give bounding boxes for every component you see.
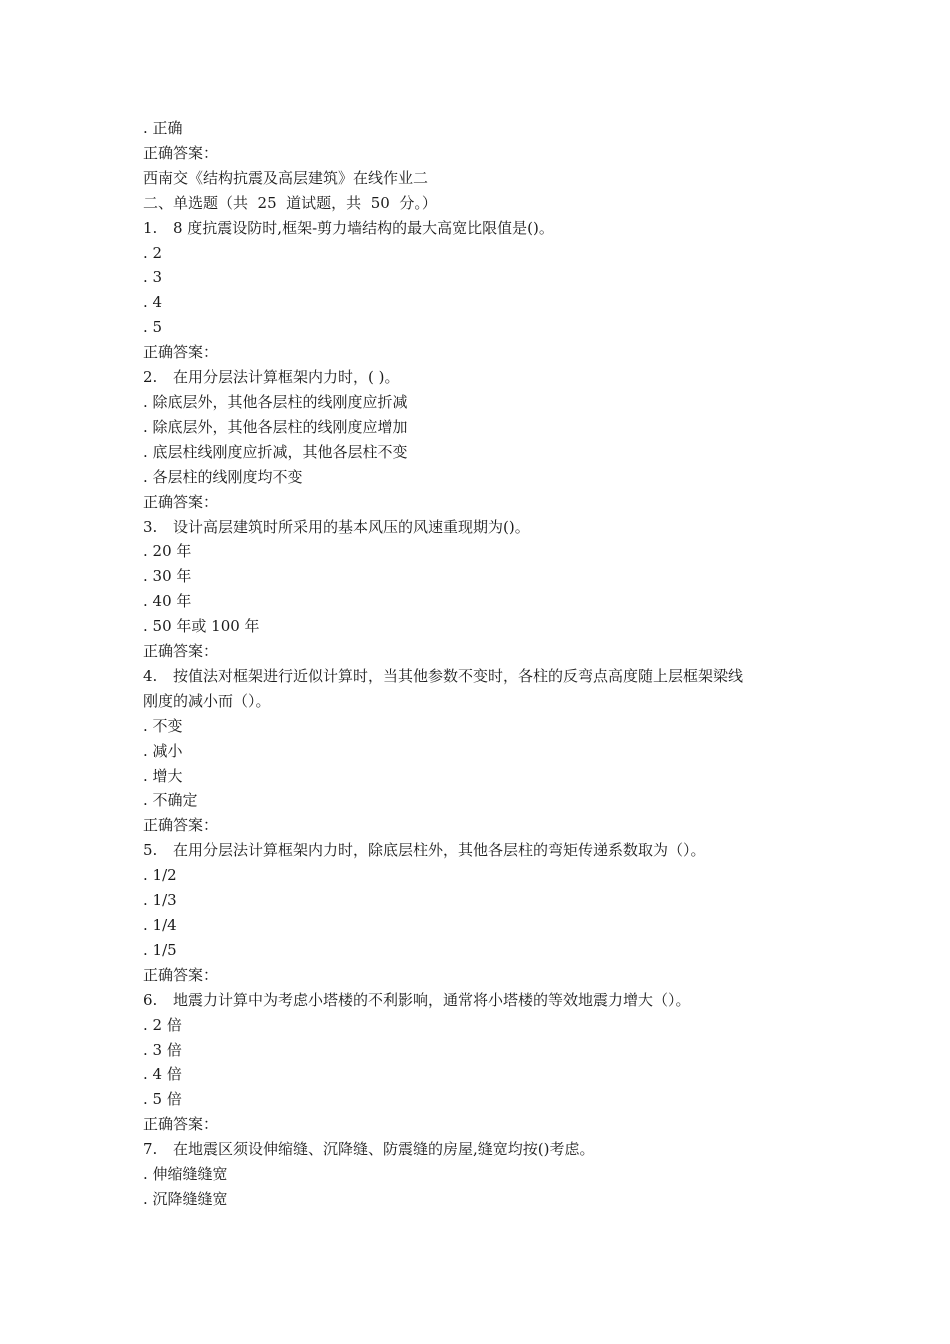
question-option: . 20 年: [143, 542, 192, 561]
answer-label: 正确答案：: [143, 965, 219, 984]
question-text: 在用分层法计算框架内力时，除底层柱外，其他各层柱的弯矩传递系数取为（）。: [173, 841, 706, 860]
assignment-title: 西南交《结构抗震及高层建筑》在线作业二: [143, 168, 429, 187]
question-text: 地震力计算中为考虑小塔楼的不利影响，通常将小塔楼的等效地震力增大（）。: [173, 990, 691, 1009]
question-number: 5.: [143, 841, 158, 860]
question-option: . 4: [143, 293, 163, 312]
question-text: 按值法对框架进行近似计算时，当其他参数不变时，各柱的反弯点高度随上层框架梁线: [173, 666, 744, 685]
question-option: . 1/5: [143, 940, 177, 959]
question-option: . 各层柱的线刚度均不变: [143, 467, 303, 486]
question-option: . 5 倍: [143, 1090, 182, 1109]
question-text: 设计高层建筑时所采用的基本风压的风速重现期为()。: [173, 517, 530, 536]
question-number: 7.: [143, 1140, 158, 1159]
question-number: 4.: [143, 666, 158, 685]
question-option: . 2: [143, 243, 163, 262]
question-number: 6.: [143, 990, 158, 1009]
question-option: . 除底层外，其他各层柱的线刚度应折减: [143, 392, 408, 411]
answer-label: 正确答案：: [143, 816, 219, 835]
question-text-continued: 刚度的减小而（）。: [143, 691, 271, 710]
question-stem: [143, 988, 823, 1013]
question-1: [143, 216, 823, 365]
question-number: 3.: [143, 517, 158, 536]
question-option: . 伸缩缝缝宽: [143, 1165, 228, 1184]
question-7: [143, 1137, 823, 1212]
question-3: [143, 515, 823, 664]
answer-label: 正确答案：: [143, 642, 219, 661]
question-2: [143, 365, 823, 514]
question-option: . 1/4: [143, 916, 177, 934]
question-text: 在用分层法计算框架内力时，( )。: [173, 368, 400, 387]
question-stem: [143, 838, 823, 863]
question-option: . 底层柱线刚度应折减，其他各层柱不变: [143, 442, 408, 461]
question-option: . 40 年: [143, 592, 192, 611]
question-option: . 沉降缝缝宽: [143, 1189, 228, 1208]
question-option: . 不确定: [143, 791, 198, 810]
answer-label: 正确答案：: [143, 492, 219, 511]
question-text: 在地震区须设伸缩缝、沉降缝、防震缝的房屋,缝宽均按()考虑。: [173, 1140, 595, 1159]
question-6: [143, 988, 823, 1137]
question-4: [143, 664, 823, 838]
question-stem: [143, 365, 823, 390]
question-stem: [143, 515, 823, 540]
question-number: 1.: [143, 218, 158, 237]
question-option: . 1/2: [143, 866, 177, 885]
document-content: [143, 116, 823, 1212]
question-number: 2.: [143, 368, 158, 387]
question-option: . 2 倍: [143, 1015, 182, 1034]
question-5: [143, 838, 823, 987]
section-heading: 二、单选题（共 25 道试题，共 50 分。）: [143, 193, 437, 212]
question-option: . 3: [143, 268, 163, 287]
question-stem: [143, 216, 823, 241]
question-option: . 减小: [143, 741, 183, 760]
question-option: . 50 年或 100 年: [143, 617, 260, 636]
answer-label: 正确答案：: [143, 143, 219, 162]
question-stem: [143, 1137, 823, 1162]
question-option: . 1/3: [143, 891, 177, 910]
question-text: 8 度抗震设防时,框架-剪力墙结构的最大高宽比限值是()。: [173, 218, 554, 237]
question-option: . 4 倍: [143, 1065, 182, 1084]
answer-label: 正确答案：: [143, 1115, 219, 1134]
question-option: . 增大: [143, 766, 183, 785]
question-option: . 3 倍: [143, 1040, 182, 1059]
option-text: . 正确: [143, 119, 183, 137]
question-stem: [143, 664, 823, 689]
question-option: . 5: [143, 318, 163, 337]
question-option: . 不变: [143, 716, 183, 735]
question-option: . 除底层外，其他各层柱的线刚度应增加: [143, 417, 408, 436]
answer-label: 正确答案：: [143, 343, 219, 362]
question-option: . 30 年: [143, 567, 192, 586]
